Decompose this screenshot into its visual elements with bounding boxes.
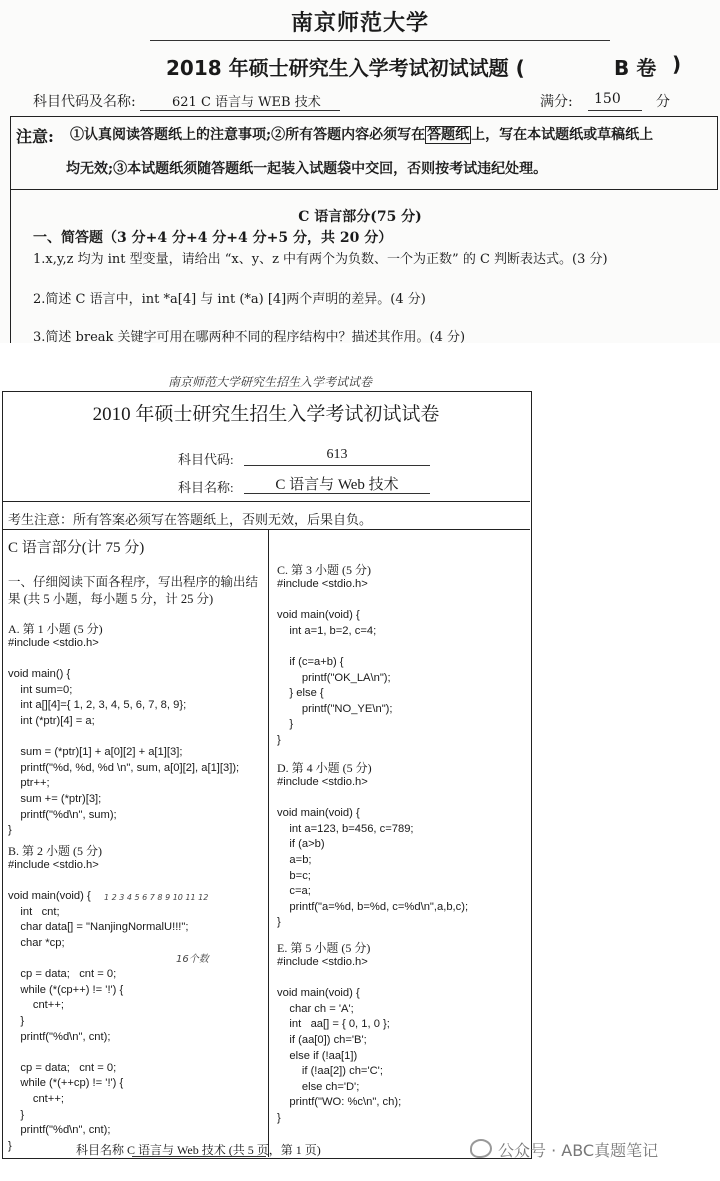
- exam-2010-scan: [0, 343, 720, 1181]
- question-b-title: B. 第 2 小题 (5 分): [8, 844, 102, 858]
- divider: [2, 529, 530, 530]
- score-underline: [588, 110, 642, 111]
- question-b-code: #include <stdio.h> void main(void) { int cnt; char data[] = "NanjingNormalU!!!"; char *cp; cp = data; cnt = 0; while (*(cp++) != '!') { cnt++; } printf("%d\n", cnt); cp = data; cnt = 0; while (*(++cp) != '!') { cnt++; } printf("%d\n", cnt); }: [8, 859, 189, 1152]
- question-2: 2.简述 C 语言中，int *a[4] 与 int (*a) [4]两个声明的差异。(4 分): [33, 292, 426, 307]
- question-c-title: C. 第 3 小题 (5 分): [277, 563, 371, 577]
- subject-name-underline: [244, 493, 430, 494]
- question-group-heading: 一、简答题（3 分+4 分+4 分+4 分+5 分，共 20 分）: [33, 230, 393, 246]
- section-heading: C 语言部分(75 分): [298, 209, 422, 225]
- score-label: 满分:: [540, 94, 573, 110]
- notice-line-1-a: ①认真阅读答题纸上的注意事项;②所有答题内容必须写在: [70, 127, 426, 143]
- column-divider: [268, 529, 269, 1157]
- section-instructions: 一、仔细阅读下面各程序，写出程序的输出结果 (共 5 小题，每小题 5 分，计 25 分): [8, 575, 259, 606]
- subject-value: 621 C 语言与 WEB 技术: [172, 95, 321, 110]
- question-a-code: #include <stdio.h> void main() { int sum=0; int a[][4]={ 1, 2, 3, 4, 5, 6, 7, 8, 9}; int (*ptr)[4] = a; sum = (*ptr)[1] + a[0][2] + a[1][3]; printf("%d, %d, %d \n", sum, a[0][2], a[1][3]); ptr++; sum += (*ptr)[3]; printf("%d\n", sum); }: [8, 637, 240, 837]
- footer-underline: [132, 1156, 266, 1157]
- subject-underline: [140, 110, 340, 111]
- exam-title: 2010 年硕士研究生招生入学考试初试试卷: [92, 404, 440, 425]
- notice-label: 注意:: [16, 127, 54, 146]
- watermark-text: 公众号 · ABC真题笔记: [498, 1141, 659, 1160]
- exam-2018-scan: [0, 0, 720, 343]
- section-title: C 语言部分(计 75 分): [8, 540, 145, 556]
- question-1: 1.x,y,z 均为 int 型变量，请给出 “x、y、z 中有两个为负数、一个为正数” 的 C 判断表达式。(3 分): [33, 252, 608, 267]
- handwritten-note: 16个数: [176, 954, 209, 965]
- notice-line-1-b: 上，写在本试题纸或草稿纸上: [471, 127, 654, 143]
- question-d-code: #include <stdio.h> void main(void) { int a=123, b=456, c=789; if (a>b) a=b; b=c; c=a; printf("a=%d, b=%d, c=%d\n",a,b,c); }: [277, 776, 469, 929]
- score-unit: 分: [656, 94, 670, 110]
- divider: [2, 501, 530, 502]
- title-rule: [150, 40, 610, 41]
- page-footer: 科目名称 C 语言与 Web 技术 (共 5 页，第 1 页): [76, 1143, 321, 1157]
- question-3: 3.简述 break 关键字可用在哪两种不同的程序结构中？描述其作用。(4 分): [33, 330, 466, 343]
- handwritten-index-numbers: 1 2 3 4 5 6 7 8 9 10 11 12: [104, 893, 209, 902]
- question-d-title: D. 第 4 小题 (5 分): [277, 761, 372, 775]
- wechat-icon: [470, 1139, 492, 1158]
- question-c-code: #include <stdio.h> void main(void) { int a=1, b=2, c=4; if (c=a+b) { printf("OK_LA\n"); } else { printf("NO_YE\n"); } }: [277, 578, 393, 746]
- watermark: [470, 1138, 658, 1161]
- question-e-code: #include <stdio.h> void main(void) { char ch = 'A'; int aa[] = { 0, 1, 0 }; if (aa[0]) ch='B'; else if (!aa[1]) if (!aa[2]) ch='C'; else ch='D'; printf("WO: %c\n", ch); }: [277, 956, 402, 1124]
- candidate-notice: 考生注意：所有答案必须写在答题纸上，否则无效，后果自负。: [8, 512, 373, 527]
- school-title: 南京师范大学: [290, 11, 429, 36]
- subject-label: 科目代码及名称:: [33, 94, 136, 110]
- subject-code-label: 科目代码:: [178, 452, 234, 467]
- volume-close: ): [672, 52, 682, 76]
- volume-label: B 卷: [614, 56, 657, 80]
- subject-code-underline: [244, 465, 430, 466]
- subject-name-label: 科目名称:: [178, 480, 234, 495]
- subject-code-value: 613: [326, 447, 348, 462]
- notice-line-2: 均无效;③本试题纸须随答题纸一起装入试题袋中交回，否则按考试违纪处理。: [66, 161, 548, 177]
- exam-title: 2018 年硕士研究生入学考试初试试题 (: [166, 56, 525, 80]
- page-header: 南京师范大学研究生招生入学考试试卷: [167, 375, 372, 389]
- subject-name-value: C 语言与 Web 技术: [275, 477, 399, 493]
- score-value: 150: [594, 91, 621, 107]
- question-a-title: A. 第 1 小题 (5 分): [8, 622, 103, 636]
- question-e-title: E. 第 5 小题 (5 分): [277, 941, 371, 955]
- notice-line-1: [70, 124, 653, 144]
- notice-boxed-word: 答题纸: [427, 127, 470, 143]
